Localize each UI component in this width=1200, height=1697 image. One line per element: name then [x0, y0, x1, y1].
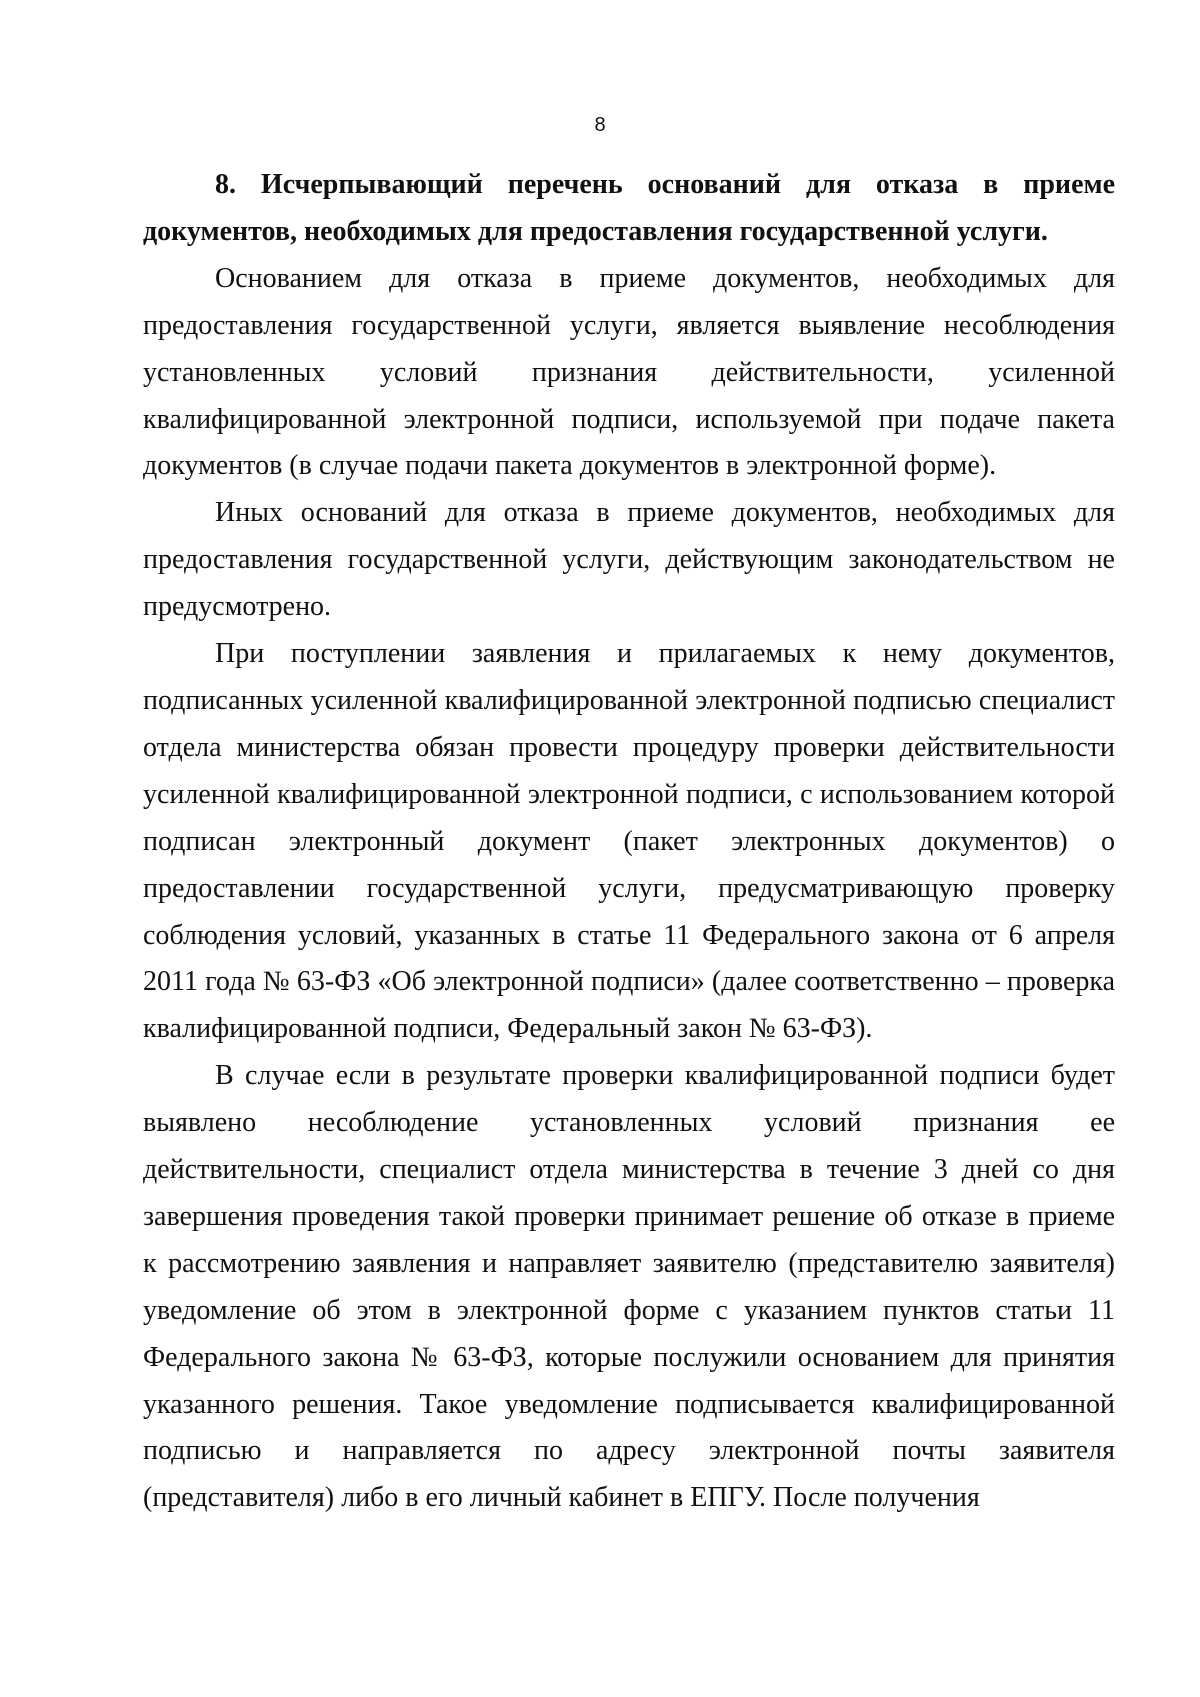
paragraph-refusal-grounds: Основанием для отказа в приеме документов, необходимых для предоставления государственной услуги, является выявление несоблюдения установленных условий признания действительности, усиленной квалифицированной электронной подписи, используемой при подаче пакета документов (в случае подачи пакета документов в электронной форме).: [143, 262, 1115, 482]
document-body: [143, 162, 1115, 1522]
paragraph-signature-verification: При поступлении заявления и прилагаемых к нему документов, подписанных усиленной квалифицированной электронной подписью специалист отдела министерства обязан провести процедуру проверки действительности усиленной квалифицированной электронной подписи, с использованием которой подписан электронный документ (пакет электронных документов) о предоставлении государственной услуги, предусматривающую проверку соблюдения условий, указанных в статье 11 Федерального закона от 6 апреля 2011 года № 63-ФЗ «Об электронной подписи» (далее соответственно – проверка квалифицированной подписи, Федеральный закон № 63-ФЗ).: [143, 638, 1115, 1045]
page-number: 8: [594, 114, 606, 136]
section-heading: 8. Исчерпывающий перечень оснований для отказа в приеме документов, необходимых для предоставления государственной услуги.: [143, 169, 1115, 247]
paragraph-verification-failure: В случае если в результате проверки квалифицированной подписи будет выявлено несоблюдение установленных условий признания ее действительности, специалист отдела министерства в течение 3 дней со дня завершения проведения такой проверки принимает решение об отказе в приеме к рассмотрению заявления и направляет заявителю (представителю заявителя) уведомление об этом в электронной форме с указанием пунктов статьи 11 Федерального закона № 63-ФЗ, которые послужили основанием для принятия указанного решения. Такое уведомление подписывается квалифицированной подписью и направляется по адресу электронной почты заявителя (представителя) либо в его личный кабинет в ЕПГУ. После получения: [143, 1060, 1115, 1514]
paragraph-no-other-grounds: Иных оснований для отказа в приеме документов, необходимых для предоставления государственной услуги, действующим законодательством не предусмотрено.: [143, 497, 1115, 623]
